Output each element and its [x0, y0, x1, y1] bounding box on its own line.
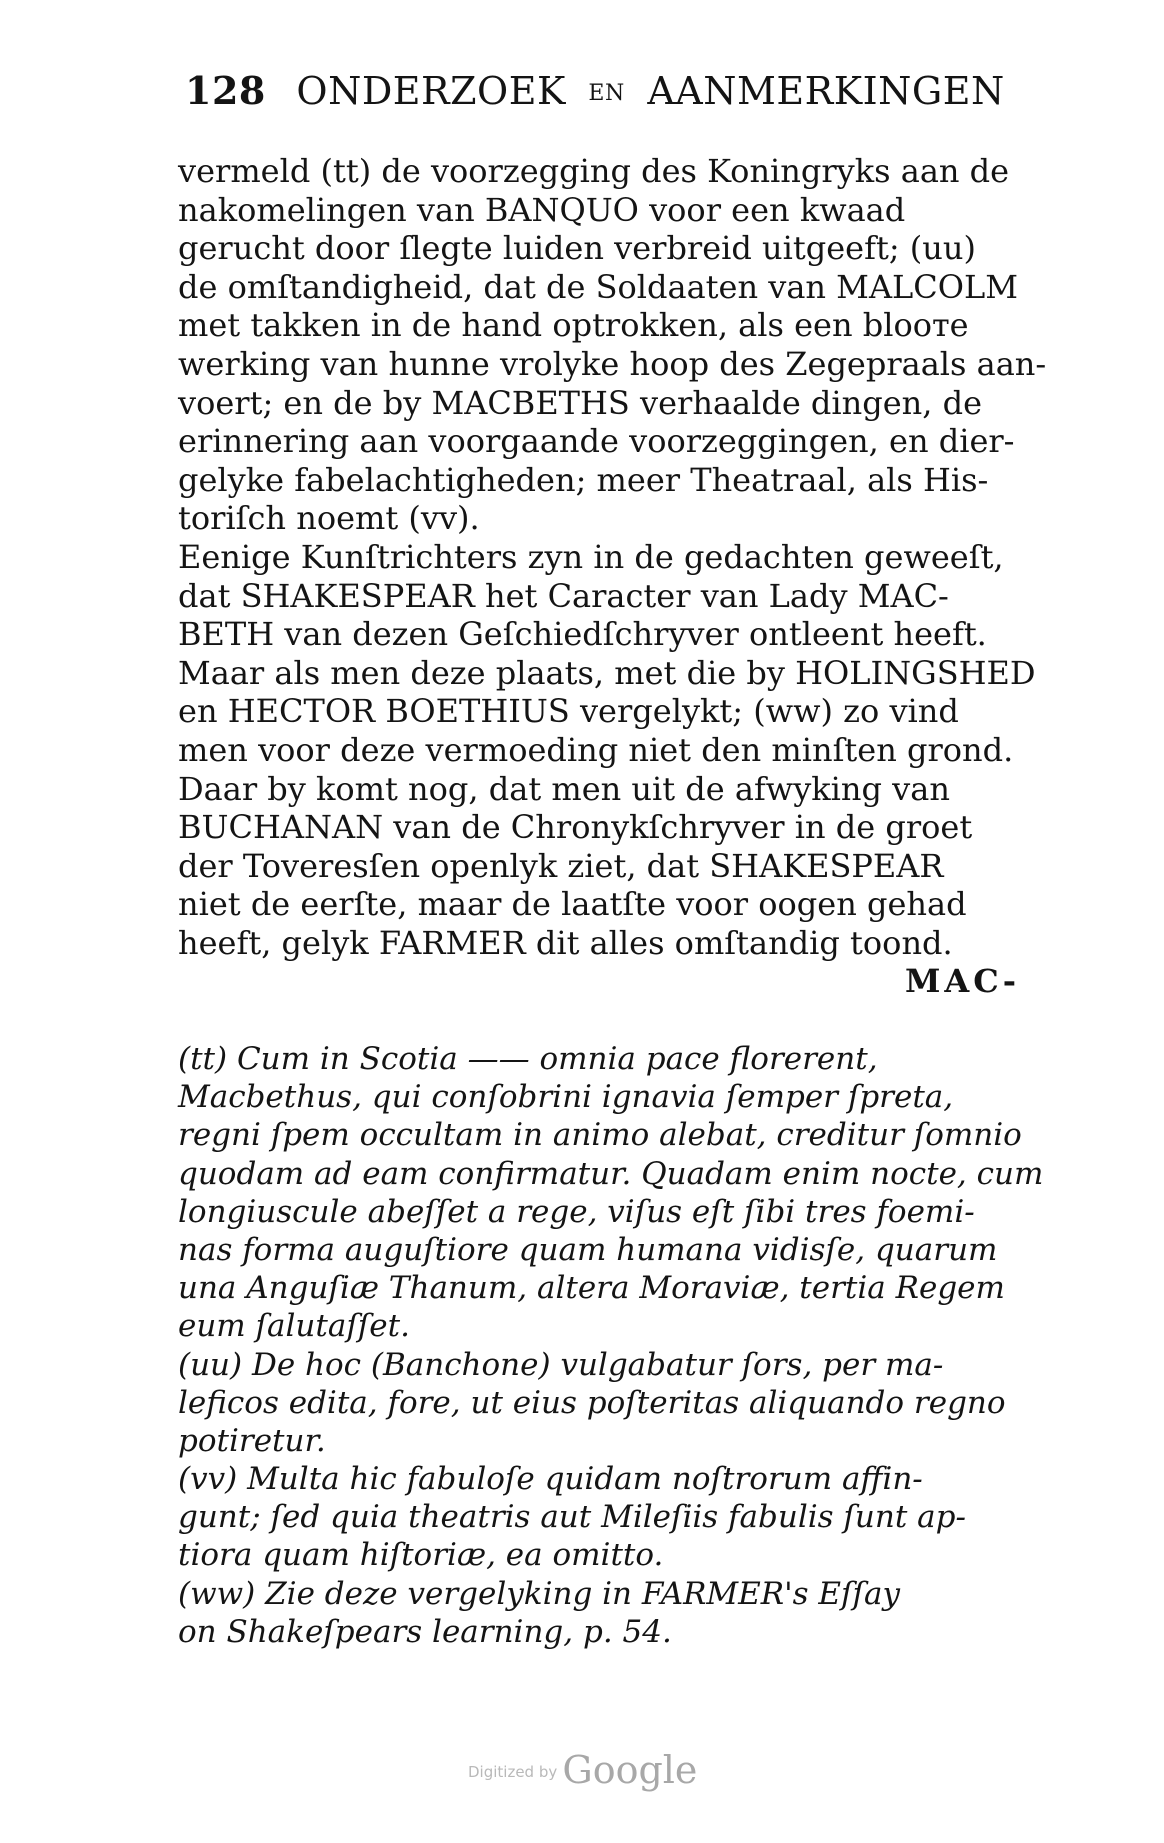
text-line: Maar als men deze plaats, met die by HOLINGSHED	[178, 653, 1036, 692]
footnote-line: eum ſalutaſſet.	[178, 1308, 410, 1345]
text-line: heeft, gelyk FARMER dit alles omſtandig toond.	[178, 923, 953, 962]
footnote-line: (ww) Zie deze vergelyking in FARMER's Eſſay	[178, 1575, 900, 1612]
catchword: MAC-	[905, 962, 1020, 1001]
text-line: Eenige Kunſtrichters zyn in de gedachten geweeſt,	[178, 537, 1004, 576]
text-line: dat SHAKESPEAR het Caracter van Lady MAC-	[178, 576, 949, 615]
text-line: gerucht door ſlegte luiden verbreid uitgeeft; (uu)	[178, 229, 976, 268]
text-line: voert; en de by MACBETHS verhaalde dingen, de	[178, 383, 983, 422]
text-line: de omſtandigheid, dat de Soldaaten van MALCOLM	[178, 267, 1019, 306]
text-line: vermeld (tt) de voorzegging des Koningryks aan de	[178, 152, 1010, 190]
running-header	[185, 68, 1005, 128]
text-line: gelyke fabelachtigheden; meer Theatraal, als His-	[178, 460, 989, 499]
footnote-line: una Anguſiæ Thanum, altera Moraviæ, tertia Regem	[178, 1270, 1005, 1307]
footnote-line: leficos edita, fore, ut eius poſteritas aliquando regno	[178, 1384, 1006, 1421]
footnote-line: longiuscule abeſſet a rege, viſus eſt ſibi tres foemi-	[178, 1193, 975, 1230]
footnotes	[178, 1040, 1044, 1651]
footnote-line: regni ſpem occultam in animo alebat, creditur ſomnio	[178, 1117, 1022, 1154]
footnote-line: (uu) De hoc (Banchone) vulgabatur ſors, per ma-	[178, 1346, 944, 1383]
google-logo: Google	[562, 1748, 698, 1792]
text-line: BUCHANAN van de Chronykſchryver in de groet	[178, 808, 973, 847]
footnote-line: (vv) Multa hic fabuloſe quidam noſtrorum affin-	[178, 1461, 923, 1498]
text-line: niet de eerſte, maar de laatſte voor oogen gehad	[178, 885, 967, 924]
text-line: nakomelingen van BANQUO voor een kwaad	[178, 190, 906, 229]
header-title-part1: ONDERZOEK	[296, 69, 566, 113]
digitized-by-watermark	[468, 1748, 708, 1808]
footnote-line: (tt) Cum in Scotia —— omnia pace florerent,	[178, 1041, 878, 1077]
footnote-line: tiora quam hiſtoriæ, ea omitto.	[178, 1537, 664, 1574]
footnote-line: quodam ad eam confirmatur. Quadam enim nocte, cum	[178, 1155, 1044, 1192]
text-line: erinnering aan voorgaande voorzeggingen, en dier-	[178, 422, 1015, 461]
footnote-line: gunt; ſed quia theatris aut Mileſiis fabulis ſunt ap-	[178, 1499, 966, 1536]
text-line: der Toveresſen openlyk ziet, dat SHAKESPEAR	[178, 846, 944, 885]
footnote-line: potiretur.	[178, 1422, 326, 1459]
text-line: met takken in de hand optrokken, als een blooте	[178, 306, 969, 345]
text-line: Daar by komt nog, dat men uit de afwyking van	[178, 769, 950, 808]
header-title-part3: AANMERKINGEN	[647, 69, 1005, 113]
footnote-line: Macbethus, qui conſobrini ignavia ſemper ſpreta,	[178, 1079, 954, 1116]
header-title-part2: EN	[588, 81, 625, 106]
text-line: en HECTOR BOETHIUS vergelykt; (ww) zo vind	[178, 692, 959, 731]
footnote-line: on Shakeſpears learning, p. 54.	[178, 1613, 672, 1650]
text-line: men voor deze vermoeding niet den minſten grond.	[178, 730, 1014, 769]
text-line: BETH van dezen Geſchiedſchryver ontleent heeft.	[178, 615, 987, 654]
main-text	[178, 152, 1047, 1001]
watermark-prefix: Digitized by	[468, 1763, 558, 1781]
text-line: werking van hunne vrolyke hoop des Zegepraals aan-	[178, 344, 1047, 383]
text-line: toriſch noemt (vv).	[178, 499, 480, 538]
page-number: 128	[185, 68, 266, 113]
footnote-line: nas forma auguſtiore quam humana vidisſe, quarum	[178, 1231, 998, 1268]
